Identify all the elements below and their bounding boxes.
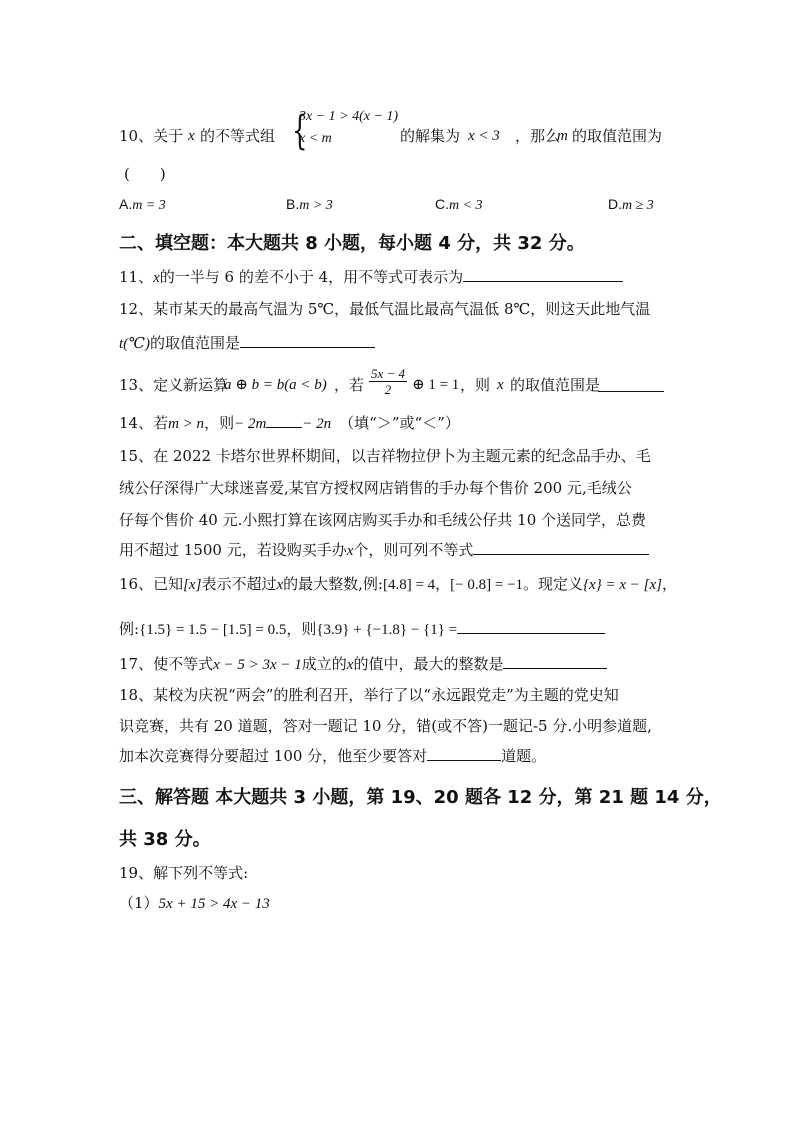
q10-option-d: D.m ≥ 3: [608, 196, 654, 213]
q10-paren: ( ): [124, 165, 166, 183]
q10-prefix: 10、关于: [119, 127, 184, 145]
q11-line: 11、x的一半与 6 的差不小于 4，用不等式可表示为: [119, 266, 623, 289]
q14-line: 14、若m > n，则− 2m − 2n （填“＞”或“＜”）: [119, 414, 460, 432]
q10-option-a: A.m = 3: [119, 196, 166, 213]
q13-answer-blank[interactable]: [598, 376, 664, 392]
q10-m: m: [557, 128, 568, 144]
q15-line1: 15、在 2022 卡塔尔世界杯期间，以吉祥物拉伊卜为主题元素的纪念品手办、毛: [119, 447, 651, 465]
section2-heading: 二、填空题：本大题共 8 小题，每小题 4 分，共 32 分。: [119, 233, 585, 254]
q16-line2: 例:{1.5} = 1.5 − [1.5] = 0.5，则{3.9} + {−1.8} − {1} =: [119, 618, 605, 641]
q18-answer-blank[interactable]: [427, 745, 501, 761]
q18-line3: 加本次竞赛得分要超过 100 分，他至少要答对 道题。: [119, 747, 547, 765]
q10-solution: x < 3: [468, 128, 500, 144]
q10-option-c: C.m < 3: [435, 196, 483, 213]
q15-answer-blank[interactable]: [473, 539, 649, 555]
q13-fraction: $\frac{5x - 4}{2}$: [371, 366, 406, 397]
q14-answer-blank[interactable]: [266, 412, 302, 428]
q19-title: 19、解下列不等式:: [119, 864, 249, 882]
q15-line2: 绒公仔深得广大球迷喜爱,某官方授权网店销售的手办每个售价 200 元,毛绒公: [119, 479, 632, 497]
q16-line1: 16、已知[x]表示不超过x的最大整数,例:[4.8] = 4，[− 0.8] = −1。现定义{x} = x − [x]，: [119, 575, 677, 593]
q17-line: 17、使不等式x − 5 > 3x − 1成立的x的值中，最大的整数是: [119, 653, 607, 676]
q10-end: 的取值范围为: [572, 127, 663, 145]
q12-line2: t(℃)的取值范围是: [119, 332, 375, 355]
q10-after: 的解集为: [400, 127, 461, 145]
q12-answer-blank[interactable]: [240, 332, 375, 348]
q10-mid: 的不等式组: [200, 127, 276, 145]
q19-part1: （1）5x + 15 > 4x − 13: [119, 894, 270, 912]
q18-line1: 18、某校为庆祝“两会”的胜利召开，举行了以“永远跟党走”为主题的党史知: [119, 686, 619, 704]
q10-var: x: [188, 128, 195, 144]
q10-option-b: B.m > 3: [286, 196, 333, 213]
q15-line4: 用不超过 1500 元，若设购买手办x个，则可列不等式: [119, 539, 649, 562]
q10-system-line1: 3x − 1 > 4(x − 1): [299, 109, 399, 124]
q10-system-line2: x < m: [299, 131, 332, 146]
q18-line2: 识竞赛，共有 20 道题，答对一题记 10 分，错(或不答)一题记-5 分.小明参道题,: [119, 717, 652, 735]
q17-answer-blank[interactable]: [503, 653, 607, 669]
q11-answer-blank[interactable]: [463, 266, 623, 282]
q10-tail: ，那么: [515, 127, 561, 145]
q12-line1: 12、某市某天的最高气温为 5℃，最低气温比最高气温低 8℃，则这天此地气温: [119, 300, 651, 318]
q10-brace: {: [292, 108, 308, 154]
section3-heading-line1: 三、解答题 本大题共 3 小题，第 19、20 题各 12 分，第 21 题 14 分，: [119, 787, 722, 808]
q16-answer-blank[interactable]: [457, 618, 605, 634]
section3-heading-line2: 共 38 分。: [119, 829, 211, 850]
q15-line3: 仔每个售价 40 元.小熙打算在该网店购买手办和毛绒公仔共 10 个送同学，总费: [119, 511, 647, 529]
